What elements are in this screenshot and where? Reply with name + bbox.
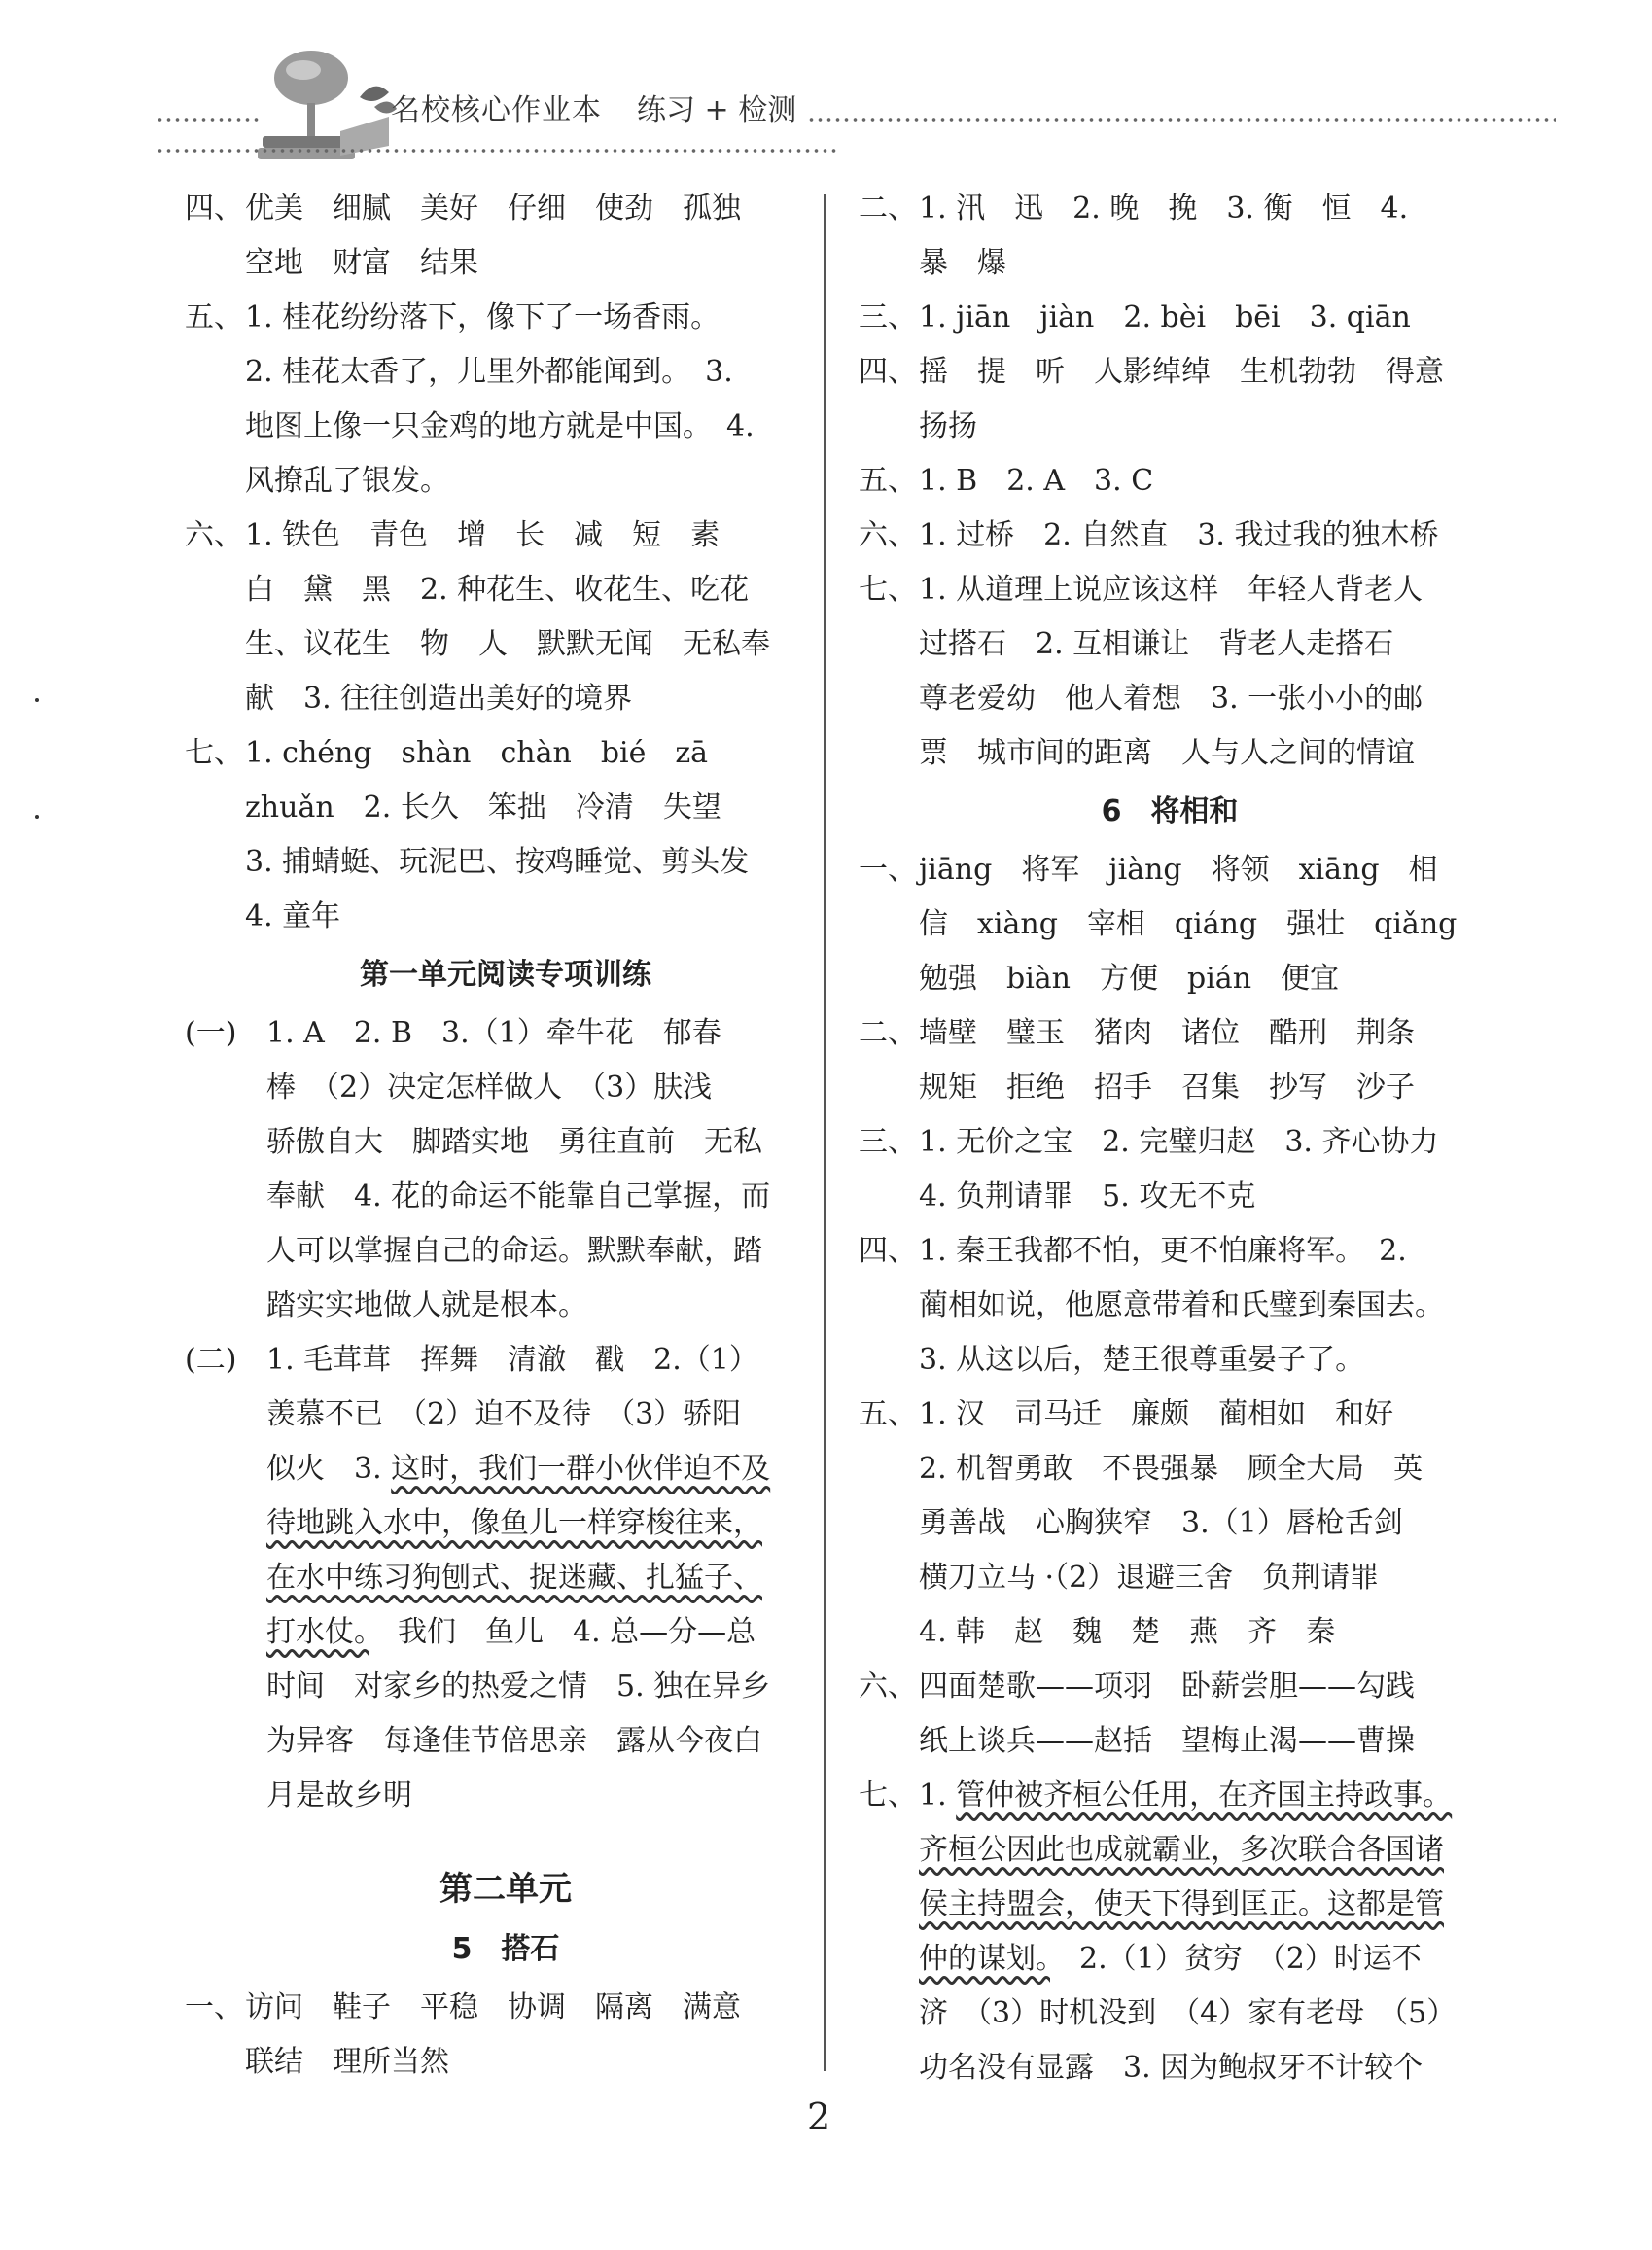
header-dots-left xyxy=(156,117,263,123)
underlined-answer: 待地跳入水中，像鱼儿一样穿梭往来， xyxy=(266,1506,762,1540)
list-item: 七、 1. 管仲被齐桓公任用，在齐国主持政事。 齐桓公因此也成就霸业，多次联合各国诸 侯主持盟会，使天下得到匡正。这都是管 仲的谋划。 2.（1）贫穷 （2）时运不 济 （3）时机没到 （4）家有老母 （5） 功名没有显露 3. 因为鲍叔牙不计较个 xyxy=(859,1778,1457,2085)
underlined-answer: 侯主持盟会，使天下得到匡正。这都是管 xyxy=(919,1887,1444,1921)
list-item: 四、 优美 细腻 美好 仔细 使劲 孤独 空地 财富 结果 xyxy=(185,192,741,280)
section-heading: 第一单元阅读专项训练 xyxy=(360,958,651,992)
list-item: 二、 墙壁 璧玉 猪肉 诸位 酷刑 荆条 规矩 拒绝 招手 召集 抄写 沙子 xyxy=(859,1016,1415,1105)
column-divider xyxy=(824,194,826,2071)
list-item: 一、 访问 鞋子 平稳 协调 隔离 满意 联结 理所当然 xyxy=(185,1990,741,2079)
underlined-answer: 打水仗。 xyxy=(266,1615,369,1649)
header-dots-right xyxy=(807,117,1556,123)
lesson-title: 6 将相和 xyxy=(1101,794,1239,828)
list-item: 三、 1. 无价之宝 2. 完璧归赵 3. 齐心协力 4. 负荆请罪 5. 攻无不克 xyxy=(859,1125,1439,1213)
margin-mark xyxy=(35,698,39,702)
underlined-answer: 这时，我们一群小伙伴迫不及 xyxy=(391,1452,771,1486)
page-number: 2 xyxy=(807,2095,831,2138)
list-item: 七、 1. 从道理上说应该这样 年轻人背老人 过搭石 2. 互相谦让 背老人走搭石 尊老爱幼 他人着想 3. 一张小小的邮 票 城市间的距离 人与人之间的情谊 xyxy=(859,573,1424,770)
underlined-answer: 仲的谋划。 xyxy=(919,1942,1050,1976)
list-item: 五、 1. 汉 司马迁 廉颇 蔺相如 和好 2. 机智勇敢 不畏强暴 顾全大局 英 勇善战 心胸狭窄 3.（1）唇枪舌剑 横刀立马 ·（2）退避三舍 负荆请罪 4. 韩 赵 魏 楚 燕 齐 秦 xyxy=(859,1397,1424,1649)
left-column xyxy=(185,182,826,2090)
page-header xyxy=(146,39,1556,175)
header-subtitle: 练习 + 检测 xyxy=(637,93,797,127)
list-item: 五、 1. 桂花纷纷落下，像下了一场香雨。 2. 桂花太香了，儿里外都能闻到。 3. 地图上像一只金鸡的地方就是中国。 4. 风撩乱了银发。 xyxy=(185,300,755,498)
list-item: 六、 1. 过桥 2. 自然直 3. 我过我的独木桥 xyxy=(859,518,1439,552)
list-item: 四、 摇 提 听 人影绰绰 生机勃勃 得意 扬扬 xyxy=(859,355,1444,443)
header-title: 名校核心作业本 xyxy=(391,93,602,127)
list-item: 一、 jiāng 将军 jiàng 将领 xiāng 相 信 xiàng 宰相 qiáng 强壮 qiǎng 勉强 biàn 方便 pián 便宜 xyxy=(859,853,1458,996)
underlined-answer: 齐桓公因此也成就霸业，多次联合各国诸 xyxy=(919,1833,1444,1867)
list-item: 三、 1. jiān jiàn 2. bèi bēi 3. qiān xyxy=(859,300,1411,334)
list-item: 七、 1. chéng shàn chàn bié zā zhuǎn 2. 长久 笨拙 冷清 失望 3. 捕蜻蜓、玩泥巴、按鸡睡觉、剪头发 4. 童年 xyxy=(185,736,750,933)
list-item: (一) 1. A 2. B 3.（1）牵牛花 郁春 棒 （2）决定怎样做人 （3）肤浅 骄傲自大 脚踏实地 勇往直前 无私 奉献 4. 花的命运不能靠自己掌握，而 人可以掌握自己的命运。默默奉献，踏 踏实实地做人就是根本。 xyxy=(185,1016,771,1322)
list-item: (二) 1. 毛茸茸 挥舞 清澈 戳 2.（1） 羡慕不已 （2）迫不及待 （3）骄阳 似火 3. 这时，我们一群小伙伴迫不及 待地跳入水中，像鱼儿一样穿梭往来， 在水中练习狗刨式、捉迷藏、扎猛子、 打水仗。 我们 鱼儿 4. 总—分—总 时间 对家乡的热爱之情 5. 独在异乡 为异客 每逢佳节倍思亲 露从今夜白 月是故乡明 xyxy=(185,1343,771,1812)
list-item: 四、 1. 秦王我都不怕，更不怕廉将军。 2. 蔺相如说，他愿意带着和氏璧到秦国去。 3. 从这以后，楚王很尊重晏子了。 xyxy=(859,1234,1444,1377)
underlined-answer: 管仲被齐桓公任用，在齐国主持政事。 xyxy=(956,1778,1453,1812)
lesson-title: 5 搭石 xyxy=(451,1932,560,1966)
list-item: 五、 1. B 2. A 3. C xyxy=(859,464,1154,498)
header-dots-bottom xyxy=(156,148,836,154)
list-item: 六、 1. 铁色 青色 增 长 减 短 素 白 黛 黑 2. 种花生、收花生、吃花 生、议花生 物 人 默默无闻 无私奉 献 3. 往往创造出美好的境界 xyxy=(185,518,770,716)
underlined-answer: 在水中练习狗刨式、捉迷藏、扎猛子、 xyxy=(266,1561,762,1595)
margin-mark xyxy=(35,815,39,819)
list-item: 六、 四面楚歌——项羽 卧薪尝胆——勾践 纸上谈兵——赵括 望梅止渴——曹操 xyxy=(859,1670,1415,1758)
right-column xyxy=(859,182,1481,2095)
list-item: 二、 1. 汛 迅 2. 晚 挽 3. 衡 恒 4. 暴 爆 xyxy=(859,192,1409,280)
unit-title: 第二单元 xyxy=(439,1870,572,1909)
